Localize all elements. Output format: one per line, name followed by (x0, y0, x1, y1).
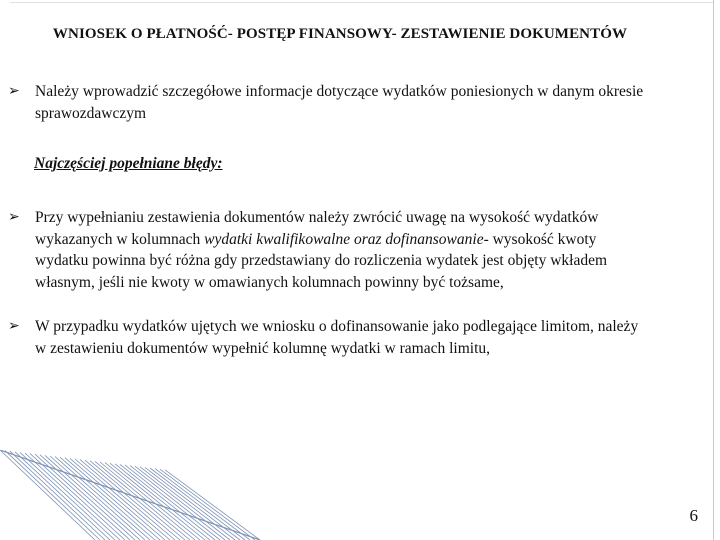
arrow-bullet-icon: ➢ (8, 83, 20, 99)
subheading-errors: Najczęściej popełniane błędy: (34, 155, 223, 172)
bullet-item-limity (8, 316, 648, 359)
decorative-hatch-lines (0, 450, 720, 540)
decorative-hatch-line (130, 466, 225, 540)
bullet-text-part: - wysokość kwoty wydatku powinna być różna gdy przedstawiany do rozliczenia wydatek jest objęty wkładem własnym, jeśli nie kwoty w omawianych kolumnach powinny być tożsame, (35, 230, 608, 291)
decorative-hatch-line (165, 470, 260, 540)
decorative-hatch-line (115, 464, 210, 540)
decorative-hatch-line (135, 466, 230, 540)
decorative-hatch-line (155, 469, 250, 540)
decorative-hatch-line (125, 465, 220, 540)
bullet-text-part: Przy wypełnianiu zestawienia dokumentów należy zwrócić uwagę na wysokość wydatków wykazanych w kolumnach (35, 209, 599, 248)
bullet-text: Należy wprowadzić szczegółowe informacje dotyczące wydatków poniesionych w danym okresie sprawozdawczym (35, 83, 644, 122)
decorative-hatch-line (160, 469, 255, 540)
slide-title: WNIOSEK O PŁATNOŚĆ- POSTĘP FINANSOWY- ZESTAWIENIE DOKUMENTÓW (52, 26, 628, 42)
bullet-text (35, 207, 648, 293)
decorative-hatch-line (80, 460, 175, 540)
bullet-item-wydatki (8, 81, 648, 124)
decorative-hatch-line (25, 453, 120, 540)
bullet-text-italic: wydatki kwalifikowalne oraz dofinansowanie (204, 230, 484, 248)
decorative-hatch-line (15, 452, 110, 540)
decorative-hatch-line (95, 461, 190, 540)
decorative-hatch-line (90, 461, 185, 540)
slide-top-border (10, 2, 714, 3)
decorative-hatch-line (20, 452, 115, 540)
decorative-hatch-line (85, 460, 180, 540)
arrow-bullet-icon: ➢ (8, 318, 20, 334)
page-number: 6 (689, 506, 698, 525)
decorative-hatch-line (150, 468, 245, 540)
decorative-hatch-line (30, 454, 125, 540)
decorative-hatch-line (105, 463, 200, 540)
arrow-bullet-icon: ➢ (8, 209, 20, 225)
decorative-hatch-line (145, 467, 240, 540)
bullet-text: W przypadku wydatków ujętych we wniosku o dofinansowanie jako podlegające limitom, należy w zestawieniu dokumentów wypełnić kolumnę wydatki w ramach limitu, (35, 318, 639, 357)
bullet-item-zestawienie (8, 207, 648, 293)
decorative-hatch-line (120, 464, 215, 540)
decorative-hatch-line (110, 463, 205, 540)
